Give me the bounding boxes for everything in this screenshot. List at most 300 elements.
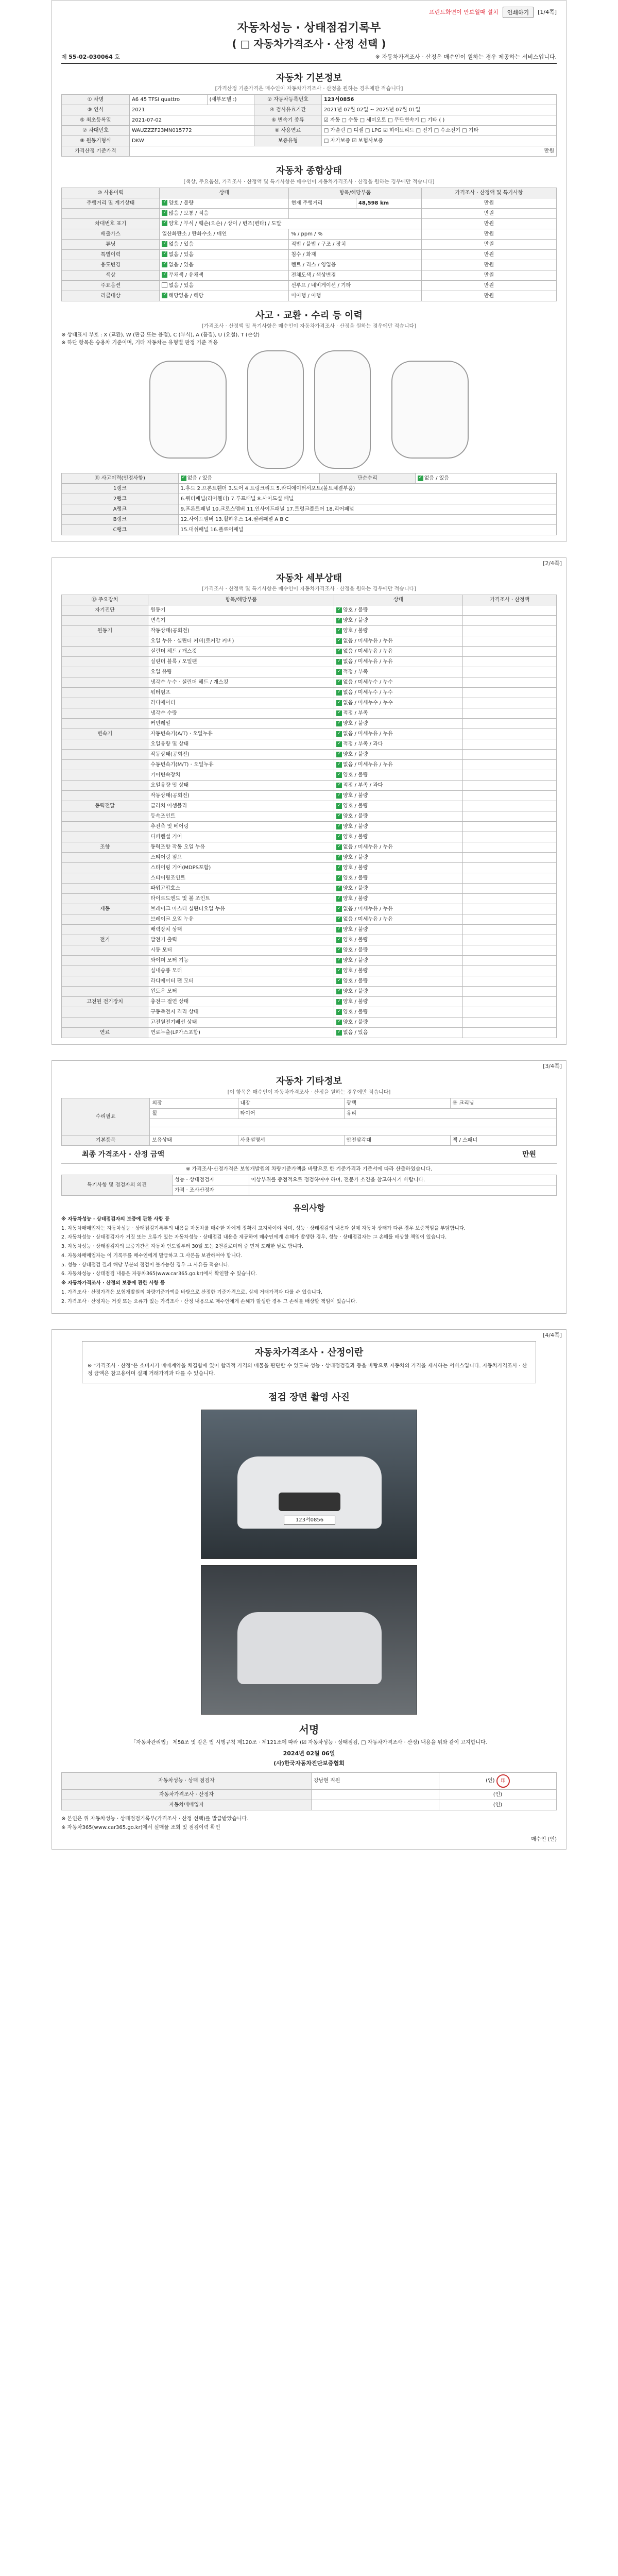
- cell: [160, 218, 421, 229]
- cell: 안전삼각대: [344, 1135, 450, 1145]
- cell: [463, 770, 557, 781]
- col-header: 항목/해당부품: [289, 188, 421, 198]
- table-row: [62, 657, 557, 667]
- cell: [463, 750, 557, 760]
- cell: [463, 884, 557, 894]
- checkbox[interactable]: [336, 721, 342, 726]
- checkbox[interactable]: [336, 618, 342, 623]
- cell: 워터펌프: [148, 688, 334, 698]
- col-header: ⑩ 사용이력: [62, 188, 160, 198]
- cell: 와이퍼 모터 기능: [148, 956, 334, 966]
- cell: [463, 698, 557, 708]
- cell: (인): [439, 1800, 556, 1810]
- checkbox[interactable]: [162, 293, 167, 298]
- license-plate: 123서0856: [284, 1516, 335, 1525]
- cell: 만원: [421, 198, 556, 208]
- cell: 실린더 헤드 / 개스킷: [148, 647, 334, 657]
- checkbox[interactable]: [336, 607, 342, 613]
- cell: 동력조향 작동 오일 누유: [148, 842, 334, 853]
- caution-item: 5. 성능 · 상태점검 결과 해당 부분의 점검이 불가능한 경우 그 사유를 적습니다.: [61, 1262, 230, 1268]
- cell-text: 양호 / 불량: [343, 834, 368, 840]
- cell: [334, 853, 463, 863]
- cell: 제동: [62, 904, 148, 914]
- cell: 123서0856: [321, 95, 556, 105]
- table-row: [62, 925, 557, 935]
- cell: 스티어링조인트: [148, 873, 334, 884]
- checkbox[interactable]: [162, 262, 167, 267]
- checkbox[interactable]: [336, 989, 342, 994]
- cell-text: 양호 / 불량: [343, 947, 368, 954]
- checkbox[interactable]: [418, 476, 423, 481]
- cell: ① 차명: [62, 95, 130, 105]
- table-row: [62, 935, 557, 945]
- cell: [334, 966, 463, 976]
- col-header: 가격조사 · 산정액: [463, 595, 557, 605]
- cell: 작동상태(공회전): [148, 750, 334, 760]
- cell: 배력장치 상태: [148, 925, 334, 935]
- cell: [463, 997, 557, 1007]
- cell: [150, 1127, 557, 1135]
- cell: [160, 249, 289, 260]
- accident-sub: [가격조사 · 산정액 및 특기사항은 매수인이 자동차가격조사 · 산정을 원하는 경우에만 적습니다]: [201, 324, 417, 330]
- sign-date: 2024년 02월 06일: [283, 1750, 335, 1757]
- cell-text: 없음 / 미세누유 / 누유: [343, 649, 393, 655]
- cell: 오일 누유 · 실린더 커버(로커암 커버): [148, 636, 334, 647]
- cell: 특기사항 및 점검자의 의견: [62, 1175, 173, 1196]
- cell: [334, 894, 463, 904]
- cell-text: 양호 / 불량: [343, 824, 368, 830]
- cell-text: 없음 / 미세누수 / 누수: [343, 690, 393, 696]
- cell-text: 양호 / 불량: [343, 865, 368, 871]
- checkbox[interactable]: [336, 690, 342, 696]
- cell-text: 무채색 / 유채색: [168, 272, 204, 278]
- final-price-row: [61, 1146, 557, 1164]
- cell: [62, 719, 148, 729]
- checkbox[interactable]: [336, 947, 342, 953]
- checkbox[interactable]: [336, 834, 342, 840]
- checkbox[interactable]: [336, 772, 342, 778]
- checkbox[interactable]: [336, 927, 342, 933]
- cell: [463, 822, 557, 832]
- cell: [62, 636, 148, 647]
- cell-text: 양호 / 불량: [343, 721, 368, 727]
- cell-text: 양호 / 불량: [343, 618, 368, 624]
- cell: [334, 997, 463, 1007]
- caution-list: [61, 1216, 557, 1306]
- final-price-note: ※ 가격조사·산정가격은 보험개발원의 차량기준가액을 바탕으로 한 기준가격과 기준서에 따라 산출하였습니다.: [185, 1166, 433, 1173]
- table-row: [62, 822, 557, 832]
- cell: 타이로드엔드 및 볼 조인트: [148, 894, 334, 904]
- caution-item: 1. 가격조사 · 산정가격은 보험개발원의 차량기준가액을 바탕으로 산정한 기준가격으로, 실제 거래가격과 다를 수 있습니다.: [61, 1289, 323, 1295]
- checkbox[interactable]: [336, 855, 342, 860]
- cell: 기본품목: [62, 1135, 150, 1145]
- checkbox[interactable]: [181, 476, 186, 481]
- table-row: [62, 719, 557, 729]
- detail-sub: [가격조사 · 산정액 및 특기사항은 매수인이 자동차가격조사 · 산정을 원하는 경우에만 적습니다]: [201, 586, 417, 592]
- accident-table: [61, 473, 557, 535]
- cell: [463, 1028, 557, 1038]
- cell: 만원: [421, 218, 556, 229]
- cell: 오일유량 및 상태: [148, 739, 334, 750]
- final-price-value: 만원: [522, 1150, 536, 1159]
- cell: [334, 822, 463, 832]
- cell: 휠: [150, 1108, 238, 1118]
- cell: [160, 198, 289, 208]
- top-bar: [61, 7, 557, 18]
- doc-note: ※ 자동차가격조사 · 산정은 매수인이 원하는 경우 제공하는 서비스입니다.: [375, 53, 557, 60]
- buyer-sign: 매수인 (인): [531, 1836, 557, 1842]
- checkbox[interactable]: [336, 700, 342, 706]
- cell: 9.프론트패널 10.크로스멤버 11.인사이드패널 17.트렁크플로어 18.리어패널: [178, 504, 556, 515]
- cell: 룸 크리닝: [450, 1098, 556, 1108]
- table-row: [62, 1007, 557, 1018]
- cell: 2021: [129, 105, 254, 115]
- cell: 윈도우 모터: [148, 987, 334, 997]
- cell: 작동상태(공회전): [148, 791, 334, 801]
- checkbox[interactable]: [336, 669, 342, 675]
- table-row: [62, 945, 557, 956]
- checkbox[interactable]: [336, 680, 342, 685]
- cell: 동력전달: [62, 801, 148, 811]
- cell: A6 45 TFSI quattro: [129, 95, 207, 105]
- cell: 가격 · 조사산정자: [173, 1185, 249, 1196]
- cell: [334, 1018, 463, 1028]
- cell: [334, 884, 463, 894]
- checkbox[interactable]: [336, 865, 342, 871]
- checkbox[interactable]: [336, 978, 342, 984]
- cell: [62, 791, 148, 801]
- detail-title: 자동차 세부상태: [276, 573, 342, 584]
- cell: 추진축 및 베어링: [148, 822, 334, 832]
- cell-text: 없음 / 있음: [343, 1030, 368, 1036]
- overall-sub: [색상, 주요옵션, 가격조사 · 산정액 및 특기사항은 매수인이 자동차가격조사 · 산정을 원하는 경우에만 적습니다]: [183, 179, 435, 185]
- checkbox[interactable]: [336, 906, 342, 912]
- cell: [463, 708, 557, 719]
- checkbox[interactable]: [336, 937, 342, 943]
- intro-title: 자동차가격조사 · 산정이란: [254, 1347, 364, 1359]
- cell: [463, 914, 557, 925]
- col-header: ⑬ 주요장치: [62, 595, 148, 605]
- checkbox[interactable]: [336, 741, 342, 747]
- cell: [334, 811, 463, 822]
- cell-text: 양호 / 불량: [343, 1020, 368, 1026]
- caution-item: 4. 자동차매매업자는 이 기록부를 매수인에게 발급하고 그 사본을 보관하여야 합니다.: [61, 1252, 243, 1259]
- cell: 용도변경: [62, 260, 160, 270]
- cell: C랭크: [62, 525, 179, 535]
- cell: 브레이크 오일 누유: [148, 914, 334, 925]
- col-header: 상태: [160, 188, 289, 198]
- cell-text: 없음 / 미세누유 / 누유: [343, 906, 393, 912]
- checkbox[interactable]: [336, 731, 342, 737]
- col-header: 상태: [334, 595, 463, 605]
- page-2: [52, 557, 566, 1045]
- cell: 스티어링 기어(MDPS포함): [148, 863, 334, 873]
- checkbox[interactable]: [336, 886, 342, 891]
- cell-text: 없음 / 있음: [424, 476, 449, 482]
- checkbox[interactable]: [162, 200, 167, 206]
- page-number: [1/4쪽]: [538, 8, 557, 15]
- cell: A랭크: [62, 504, 179, 515]
- table-row: [62, 987, 557, 997]
- cell: 변속기: [62, 729, 148, 739]
- cell: [463, 945, 557, 956]
- table-row: [62, 791, 557, 801]
- cell: 발전기 출력: [148, 935, 334, 945]
- checkbox[interactable]: [336, 958, 342, 963]
- cell: 수동변속기(M/T) · 오일누유: [148, 760, 334, 770]
- cell: [62, 853, 148, 863]
- accident-title: 사고 · 교환 · 수리 등 이력: [255, 310, 363, 321]
- cell-text: 양호 / 불량: [343, 814, 368, 820]
- checkbox[interactable]: [336, 844, 342, 850]
- car-grill: [279, 1493, 340, 1511]
- cell: [463, 801, 557, 811]
- checkbox[interactable]: [336, 1020, 342, 1025]
- checkbox[interactable]: [336, 762, 342, 768]
- table-row: [62, 863, 557, 873]
- page-4: [52, 1329, 566, 1849]
- caution-item: 6. 자동차성능 · 상태점검 내용은 자동차365(www.car365.go.kr)에서 확인할 수 있습니다.: [61, 1271, 257, 1277]
- cell: 가격산정 기준가격: [62, 146, 130, 157]
- inspection-photo-front: [201, 1410, 417, 1559]
- cell: [334, 873, 463, 884]
- checkbox[interactable]: [336, 814, 342, 819]
- cell: [62, 863, 148, 873]
- table-row: [62, 1018, 557, 1028]
- checkbox[interactable]: [162, 210, 167, 216]
- cell: [463, 894, 557, 904]
- cell: [334, 945, 463, 956]
- table-row: [62, 260, 557, 270]
- checkbox[interactable]: [336, 999, 342, 1005]
- checkbox[interactable]: [162, 272, 167, 278]
- checkbox[interactable]: [336, 659, 342, 665]
- other-info-title: 자동차 기타정보: [276, 1076, 342, 1087]
- doc-title: 자동차성능 · 상태점검기록부: [237, 22, 381, 35]
- cell: [62, 750, 148, 760]
- cell-text: 양호 / 불량: [343, 793, 368, 799]
- cell: [289, 208, 421, 218]
- cell: [463, 811, 557, 822]
- cell: 오일 유량: [148, 667, 334, 677]
- cell: 파워고압호스: [148, 884, 334, 894]
- cell: 배출가스: [62, 229, 160, 239]
- col-header: 가격조사 · 산정액 및 특기사항: [421, 188, 556, 198]
- caution-item: 1. 자동차매매업자는 자동차성능 · 상태점검기록부의 내용을 자동차를 매수한 자에게 정확히 고지하여야 하며, 성능 · 상태점검의 내용과 실제 자동차 상태가 다른 경우 보증책임을 부담합니다.: [61, 1225, 466, 1231]
- doc-number: 제 55-02-030064 호: [61, 53, 120, 60]
- table-row: [62, 698, 557, 708]
- cell: 냉각수 누수 · 실린더 헤드 / 개스킷: [148, 677, 334, 688]
- cell: ③ 연식: [62, 105, 130, 115]
- table-row: [62, 770, 557, 781]
- cell-text: 양호 / 불량: [343, 1009, 368, 1015]
- table-row: [62, 904, 557, 914]
- cell: [334, 801, 463, 811]
- cell-text: 해당없음 / 해당: [168, 293, 204, 299]
- cell-text: 양호 / 불량: [343, 958, 368, 964]
- cell-text: 없음 / 미세누수 / 누수: [343, 700, 393, 706]
- cell-text: 양호 / 불량: [343, 989, 368, 995]
- cell: [415, 473, 556, 484]
- cell: [334, 750, 463, 760]
- checkbox[interactable]: [336, 824, 342, 829]
- cell: [62, 925, 148, 935]
- cell: [334, 616, 463, 626]
- cell: 이상부위를 중점적으로 점검하여야 하며, 전문가 소견을 참고하시기 바랍니다.: [249, 1175, 557, 1185]
- footer-note-2: ※ 자동차365(www.car365.go.kr)에서 실매물 조회 및 점검이력 확인: [61, 1824, 220, 1831]
- other-info-sub: [이 항목은 매수인이 자동차가격조사 · 산정을 원하는 경우에만 적습니다]: [227, 1089, 391, 1095]
- cell-text: 없음 / 있음: [168, 282, 194, 289]
- cell: ② 자동차등록번호: [254, 95, 322, 105]
- print-button[interactable]: 인쇄하기: [503, 7, 534, 18]
- table-row: [62, 1789, 557, 1800]
- cell: [62, 688, 148, 698]
- cell: 만원: [421, 229, 556, 239]
- basic-info-table: [61, 94, 557, 157]
- cell-text: 양호 / 불량: [343, 978, 368, 985]
- cell: [178, 473, 319, 484]
- cell: [62, 987, 148, 997]
- cell: 구동축전지 격리 상태: [148, 1007, 334, 1018]
- car-body: [237, 1612, 382, 1684]
- cell: 조향: [62, 842, 148, 853]
- table-row: [62, 208, 557, 218]
- cell: [160, 260, 289, 270]
- checkbox[interactable]: [336, 968, 342, 974]
- cell: % / ppm / %: [289, 229, 421, 239]
- cell: [463, 935, 557, 945]
- cell: 전체도색 / 색상변경: [289, 270, 421, 280]
- cell-text: 없음 / 미세누유 / 누유: [343, 844, 393, 851]
- seal-stamp: 印: [496, 1774, 510, 1788]
- basic-info-title: 자동차 기본정보: [276, 72, 342, 83]
- checkbox[interactable]: [336, 649, 342, 654]
- cell-text: 양호 / 불량: [343, 875, 368, 882]
- cell: [463, 605, 557, 616]
- cell: [463, 626, 557, 636]
- cell: [334, 976, 463, 987]
- print-notice-link[interactable]: 프린트화면이 안보일때 설치: [429, 8, 499, 15]
- cell: [463, 688, 557, 698]
- cell: 만원: [421, 249, 556, 260]
- law-text: 「자동차관리법」 제58조 및 같은 법 시행규칙 제120조 · 제121조에 따라 (☑ 자동차성능 · 상태점검, □ 자동차가격조사 · 산정) 내용을 위와 같이 고지합니다.: [131, 1740, 487, 1746]
- checkbox[interactable]: [336, 1030, 342, 1036]
- checkbox[interactable]: [336, 803, 342, 809]
- cell: 고전원전기배선 상태: [148, 1018, 334, 1028]
- cell: [334, 760, 463, 770]
- table-row: [62, 280, 557, 291]
- overall-table: [61, 188, 557, 301]
- cell: 선루프 / 네비게이션 / 기타: [289, 280, 421, 291]
- cell-text: 적정 / 부족 / 과다: [343, 741, 383, 748]
- cell: [334, 791, 463, 801]
- checkbox[interactable]: [162, 251, 167, 257]
- caution-title: 유의사항: [293, 1203, 325, 1213]
- table-row: [62, 270, 557, 280]
- checkbox[interactable]: [336, 1009, 342, 1015]
- checkbox[interactable]: [336, 628, 342, 634]
- cell: 만원: [421, 239, 556, 249]
- cell: 튜닝: [62, 239, 160, 249]
- table-row: [62, 616, 557, 626]
- cell: 사용설명서: [238, 1135, 344, 1145]
- cell: [463, 729, 557, 739]
- cell: [334, 925, 463, 935]
- cell-text: 없음 / 미세누유 / 누유: [343, 638, 393, 645]
- table-row: [62, 667, 557, 677]
- checkbox[interactable]: [162, 221, 167, 226]
- checkbox[interactable]: [336, 783, 342, 788]
- car-right-side-outline: [391, 361, 469, 459]
- cell: 만원: [421, 291, 556, 301]
- cell: (세부모델 :): [207, 95, 254, 105]
- cell: [463, 719, 557, 729]
- cell: [62, 1007, 148, 1018]
- table-row: [62, 1028, 557, 1038]
- cell-text: 없음 / 미세누유 / 누유: [343, 762, 393, 768]
- cell-text: 적정 / 부족: [343, 710, 368, 717]
- cell: [334, 626, 463, 636]
- cell: 외장: [150, 1098, 238, 1108]
- cell: [334, 781, 463, 791]
- caution-item: 2. 자동차성능 · 상태점검자가 거짓 또는 오류가 있는 자동차성능 · 상태점검 내용을 제공하여 매수인에게 손해가 발생한 경우, 성능 · 상태점검자는 그 손해를 배상할 책임이 있습니다.: [61, 1234, 447, 1241]
- cell: 원동기: [62, 626, 148, 636]
- cell: ⑥ 변속기 종류: [254, 115, 322, 126]
- cell: [62, 677, 148, 688]
- cell: [463, 657, 557, 667]
- page-number: [4/4쪽]: [543, 1332, 562, 1339]
- cell: 색상: [62, 270, 160, 280]
- cell: (인): [439, 1789, 556, 1800]
- cell: 렌트 / 리스 / 영업용: [289, 260, 421, 270]
- cell: 48,598 km: [356, 198, 421, 208]
- cell: [311, 1789, 439, 1800]
- checkbox[interactable]: [336, 710, 342, 716]
- checkbox[interactable]: [336, 638, 342, 644]
- cell: [463, 853, 557, 863]
- cell: [62, 770, 148, 781]
- checkbox[interactable]: [162, 241, 167, 247]
- cell: 원동기: [148, 605, 334, 616]
- cell: [249, 1185, 557, 1196]
- table-row: [62, 750, 557, 760]
- caution-item: 2. 가격조사 · 산정자는 거짓 또는 오류가 있는 가격조사 · 산정 내용으로 매수인에게 손해가 발생한 경우 그 손해를 배상할 책임이 있습니다.: [61, 1298, 357, 1304]
- accident-legend-2: ※ 하단 항목은 승용차 기준이며, 기타 자동차는 유형별 판정 기준 적용: [61, 340, 218, 346]
- cell: 6.쿼터패널(리어휀더) 7.루프패널 8.사이드실 패널: [178, 494, 556, 504]
- cell: [334, 688, 463, 698]
- cell: 미이행 / 이행: [289, 291, 421, 301]
- checkbox[interactable]: [162, 282, 167, 288]
- cell: 자기진단: [62, 605, 148, 616]
- table-row: [62, 504, 557, 515]
- cell: (인) 印: [439, 1772, 556, 1789]
- checkbox[interactable]: [336, 875, 342, 881]
- checkbox[interactable]: [336, 896, 342, 902]
- cell: [334, 842, 463, 853]
- checkbox[interactable]: [336, 917, 342, 922]
- sign-title: 서명: [299, 1723, 319, 1736]
- cell-text: 양호 / 불량: [168, 200, 194, 206]
- cell: 만원: [421, 208, 556, 218]
- table-row: [62, 760, 557, 770]
- checkbox[interactable]: [336, 752, 342, 757]
- cell: [463, 842, 557, 853]
- cell: 주요옵션: [62, 280, 160, 291]
- cell: [62, 208, 160, 218]
- cell: [62, 822, 148, 832]
- checkbox[interactable]: [336, 793, 342, 799]
- intro-text: ※ "가격조사 · 산정"은 소비자가 매매계약을 체결함에 있어 합리적 가격의 매물을 판단할 수 있도록 성능 · 상태점검결과 등을 바탕으로 자동차의 가격을 제시하는 서비스입니다. 자동차가격조사 · 산정 금액은 참고용이며 실제 거래가격과 다를 수 있습니다.: [88, 1363, 527, 1377]
